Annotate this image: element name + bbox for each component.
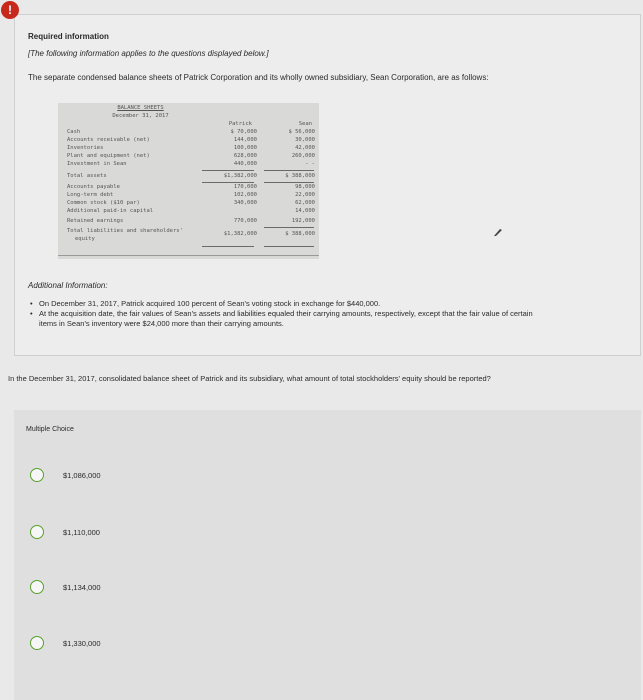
patrick-value: 340,000 — [233, 200, 257, 206]
sean-value: 62,000 — [295, 200, 315, 206]
column-header-patrick: Patrick — [228, 121, 252, 127]
patrick-value: 440,000 — [233, 161, 257, 167]
table-row — [67, 236, 319, 244]
balance-sheet-date: December 31, 2017 — [112, 113, 169, 119]
subtotal-rule — [264, 170, 314, 171]
table-row — [67, 200, 319, 208]
radio-button[interactable] — [30, 468, 44, 482]
patrick-value: 144,000 — [233, 137, 257, 143]
multiple-choice-panel — [14, 410, 641, 700]
list-item: • At the acquisition date, the fair values of Sean's assets and liabilities equaled their carrying amounts, respectively, except that the fair value of certain items in Sean's inventory were $24,000 more than their carrying amounts. — [30, 309, 550, 329]
additional-info-list — [30, 299, 550, 329]
column-header-sean: Sean — [298, 121, 312, 127]
intro-text: The separate condensed balance sheets of Patrick Corporation and its wholly owned subsidiary, Sean Corporation, are as follows: — [28, 73, 489, 82]
table-row — [67, 145, 319, 153]
answer-option-1[interactable] — [30, 468, 230, 484]
patrick-value: 102,000 — [233, 192, 257, 198]
row-label: Cash — [67, 129, 81, 135]
radio-button[interactable] — [30, 525, 44, 539]
answer-option-label: $1,086,000 — [63, 471, 101, 480]
patrick-value: 170,000 — [233, 184, 257, 190]
total-rule — [264, 182, 314, 183]
total-rule — [202, 246, 254, 247]
answer-option-4[interactable] — [30, 636, 230, 652]
row-label-continued: equity — [75, 236, 95, 242]
sean-value: 30,000 — [295, 137, 315, 143]
alert-icon: ! — [1, 1, 19, 19]
answer-option-label: $1,134,000 — [63, 583, 101, 592]
row-label: Long-term debt — [67, 192, 114, 198]
row-label: Total assets — [67, 173, 107, 179]
multiple-choice-label: Multiple Choice — [26, 426, 74, 433]
sean-value: $ 56,000 — [288, 129, 315, 135]
required-info-title: Required information — [28, 32, 109, 41]
total-rule — [264, 246, 314, 247]
patrick-value: $1,382,000 — [223, 173, 257, 179]
question-text: In the December 31, 2017, consolidated balance sheet of Patrick and its subsidiary, what amount of total stockholders' equity should be reported? — [8, 374, 491, 383]
subtotal-rule — [202, 170, 254, 171]
patrick-value: 100,000 — [233, 145, 257, 151]
row-label: Additional paid-in capital — [67, 208, 154, 214]
table-row — [67, 153, 319, 161]
patrick-value: 628,000 — [233, 153, 257, 159]
table-row — [67, 184, 319, 192]
sean-value: 22,000 — [295, 192, 315, 198]
patrick-value: $ 70,000 — [230, 129, 257, 135]
info-note: [The following information applies to the questions displayed below.] — [28, 49, 269, 58]
radio-button[interactable] — [30, 636, 44, 650]
answer-option-label: $1,110,000 — [63, 528, 100, 537]
row-label: Retained earnings — [67, 218, 124, 224]
additional-info-title: Additional Information: — [28, 281, 108, 290]
radio-button[interactable] — [30, 580, 44, 594]
row-label: Plant and equipment (net) — [67, 153, 150, 159]
answer-option-2[interactable] — [30, 525, 230, 541]
balance-sheet-table — [58, 103, 319, 259]
row-label: Total liabilities and shareholders' — [67, 228, 183, 234]
answer-option-3[interactable] — [30, 580, 230, 596]
sean-value: - - — [305, 161, 315, 167]
table-row — [67, 218, 319, 226]
patrick-value: $1,382,000 — [223, 231, 257, 237]
sean-value: 14,000 — [295, 208, 315, 214]
pencil-icon — [493, 229, 503, 237]
sean-value: 260,000 — [291, 153, 315, 159]
table-row — [67, 129, 319, 137]
table-row — [67, 161, 319, 169]
sean-value: 98,000 — [295, 184, 315, 190]
row-label: Accounts receivable (net) — [67, 137, 150, 143]
table-row — [67, 228, 319, 236]
answer-option-label: $1,330,000 — [63, 639, 101, 648]
sean-value: 192,000 — [291, 218, 315, 224]
table-bottom-rule — [58, 255, 319, 256]
table-row — [67, 208, 319, 216]
table-row — [67, 137, 319, 145]
table-row — [67, 173, 319, 181]
row-label: Investment in Sean — [67, 161, 127, 167]
row-label: Common stock ($10 par) — [67, 200, 140, 206]
list-item: • On December 31, 2017, Patrick acquired 100 percent of Sean's voting stock in exchange for $440,000. — [30, 299, 550, 309]
row-label: Inventories — [67, 145, 104, 151]
sean-value: $ 388,000 — [285, 173, 315, 179]
total-rule — [202, 182, 254, 183]
patrick-value: 770,000 — [233, 218, 257, 224]
sean-value: $ 388,000 — [285, 231, 315, 237]
balance-sheet-title: BALANCE SHEETS — [117, 105, 164, 111]
sean-value: 42,000 — [295, 145, 315, 151]
row-label: Accounts payable — [67, 184, 120, 190]
table-row — [67, 192, 319, 200]
